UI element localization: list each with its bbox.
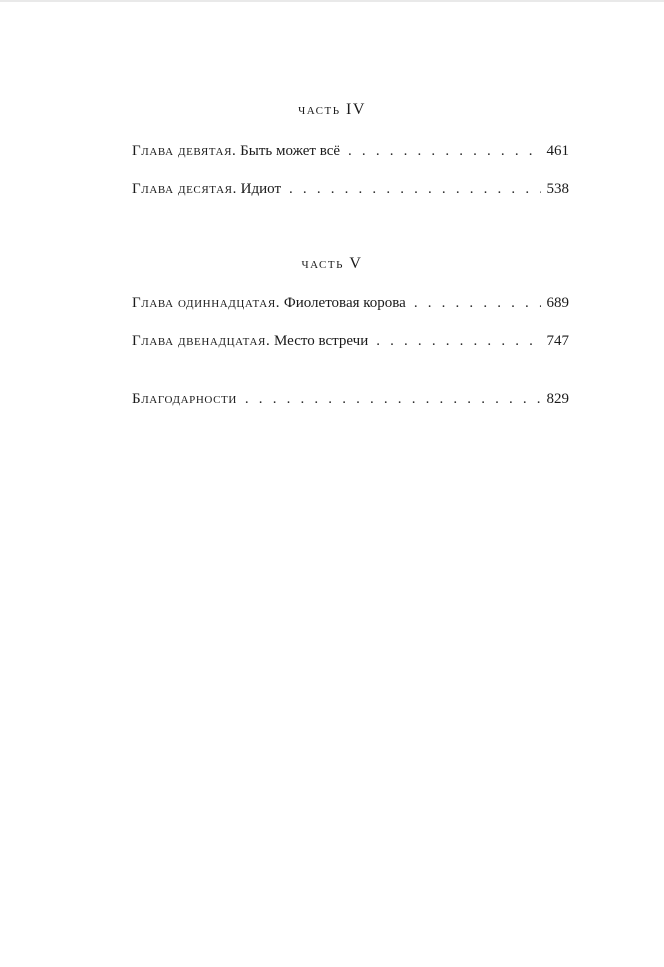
part-heading-v: часть V	[301, 255, 363, 272]
entry-label	[132, 292, 406, 314]
toc-entry-acknowledgements	[132, 388, 569, 410]
chapter-title: Идиот	[240, 181, 282, 197]
dot-leader	[289, 178, 540, 200]
page-number: 461	[546, 143, 569, 159]
dot-leader	[414, 292, 541, 314]
toc-entry-chapter-10	[132, 178, 569, 200]
dot-leader	[348, 140, 540, 162]
part-heading-iv: часть IV	[298, 101, 366, 118]
acknowledgements-label: Благодарности	[132, 391, 237, 407]
page-number: 747	[546, 333, 569, 349]
page-top-edge	[0, 0, 664, 2]
chapter-number: Глава одиннадцатая.	[132, 295, 281, 311]
chapter-number: Глава десятая.	[132, 181, 237, 197]
toc-entry-chapter-12	[132, 330, 569, 352]
chapter-number: Глава девятая.	[132, 143, 237, 159]
chapter-title: Быть может всё	[240, 143, 341, 159]
toc-entry-chapter-9	[132, 140, 569, 162]
chapter-title: Место встречи	[274, 333, 369, 349]
toc-entry-chapter-11	[132, 292, 569, 314]
page-number: 538	[546, 181, 569, 197]
page-number: 829	[546, 391, 569, 407]
dot-leader	[376, 330, 540, 352]
chapter-title: Фиолетовая корова	[283, 295, 406, 311]
page-number: 689	[546, 295, 569, 311]
entry-label	[132, 140, 340, 162]
chapter-number: Глава двенадцатая.	[132, 333, 271, 349]
entry-label	[132, 178, 281, 200]
entry-label	[132, 330, 368, 352]
dot-leader	[245, 388, 541, 410]
